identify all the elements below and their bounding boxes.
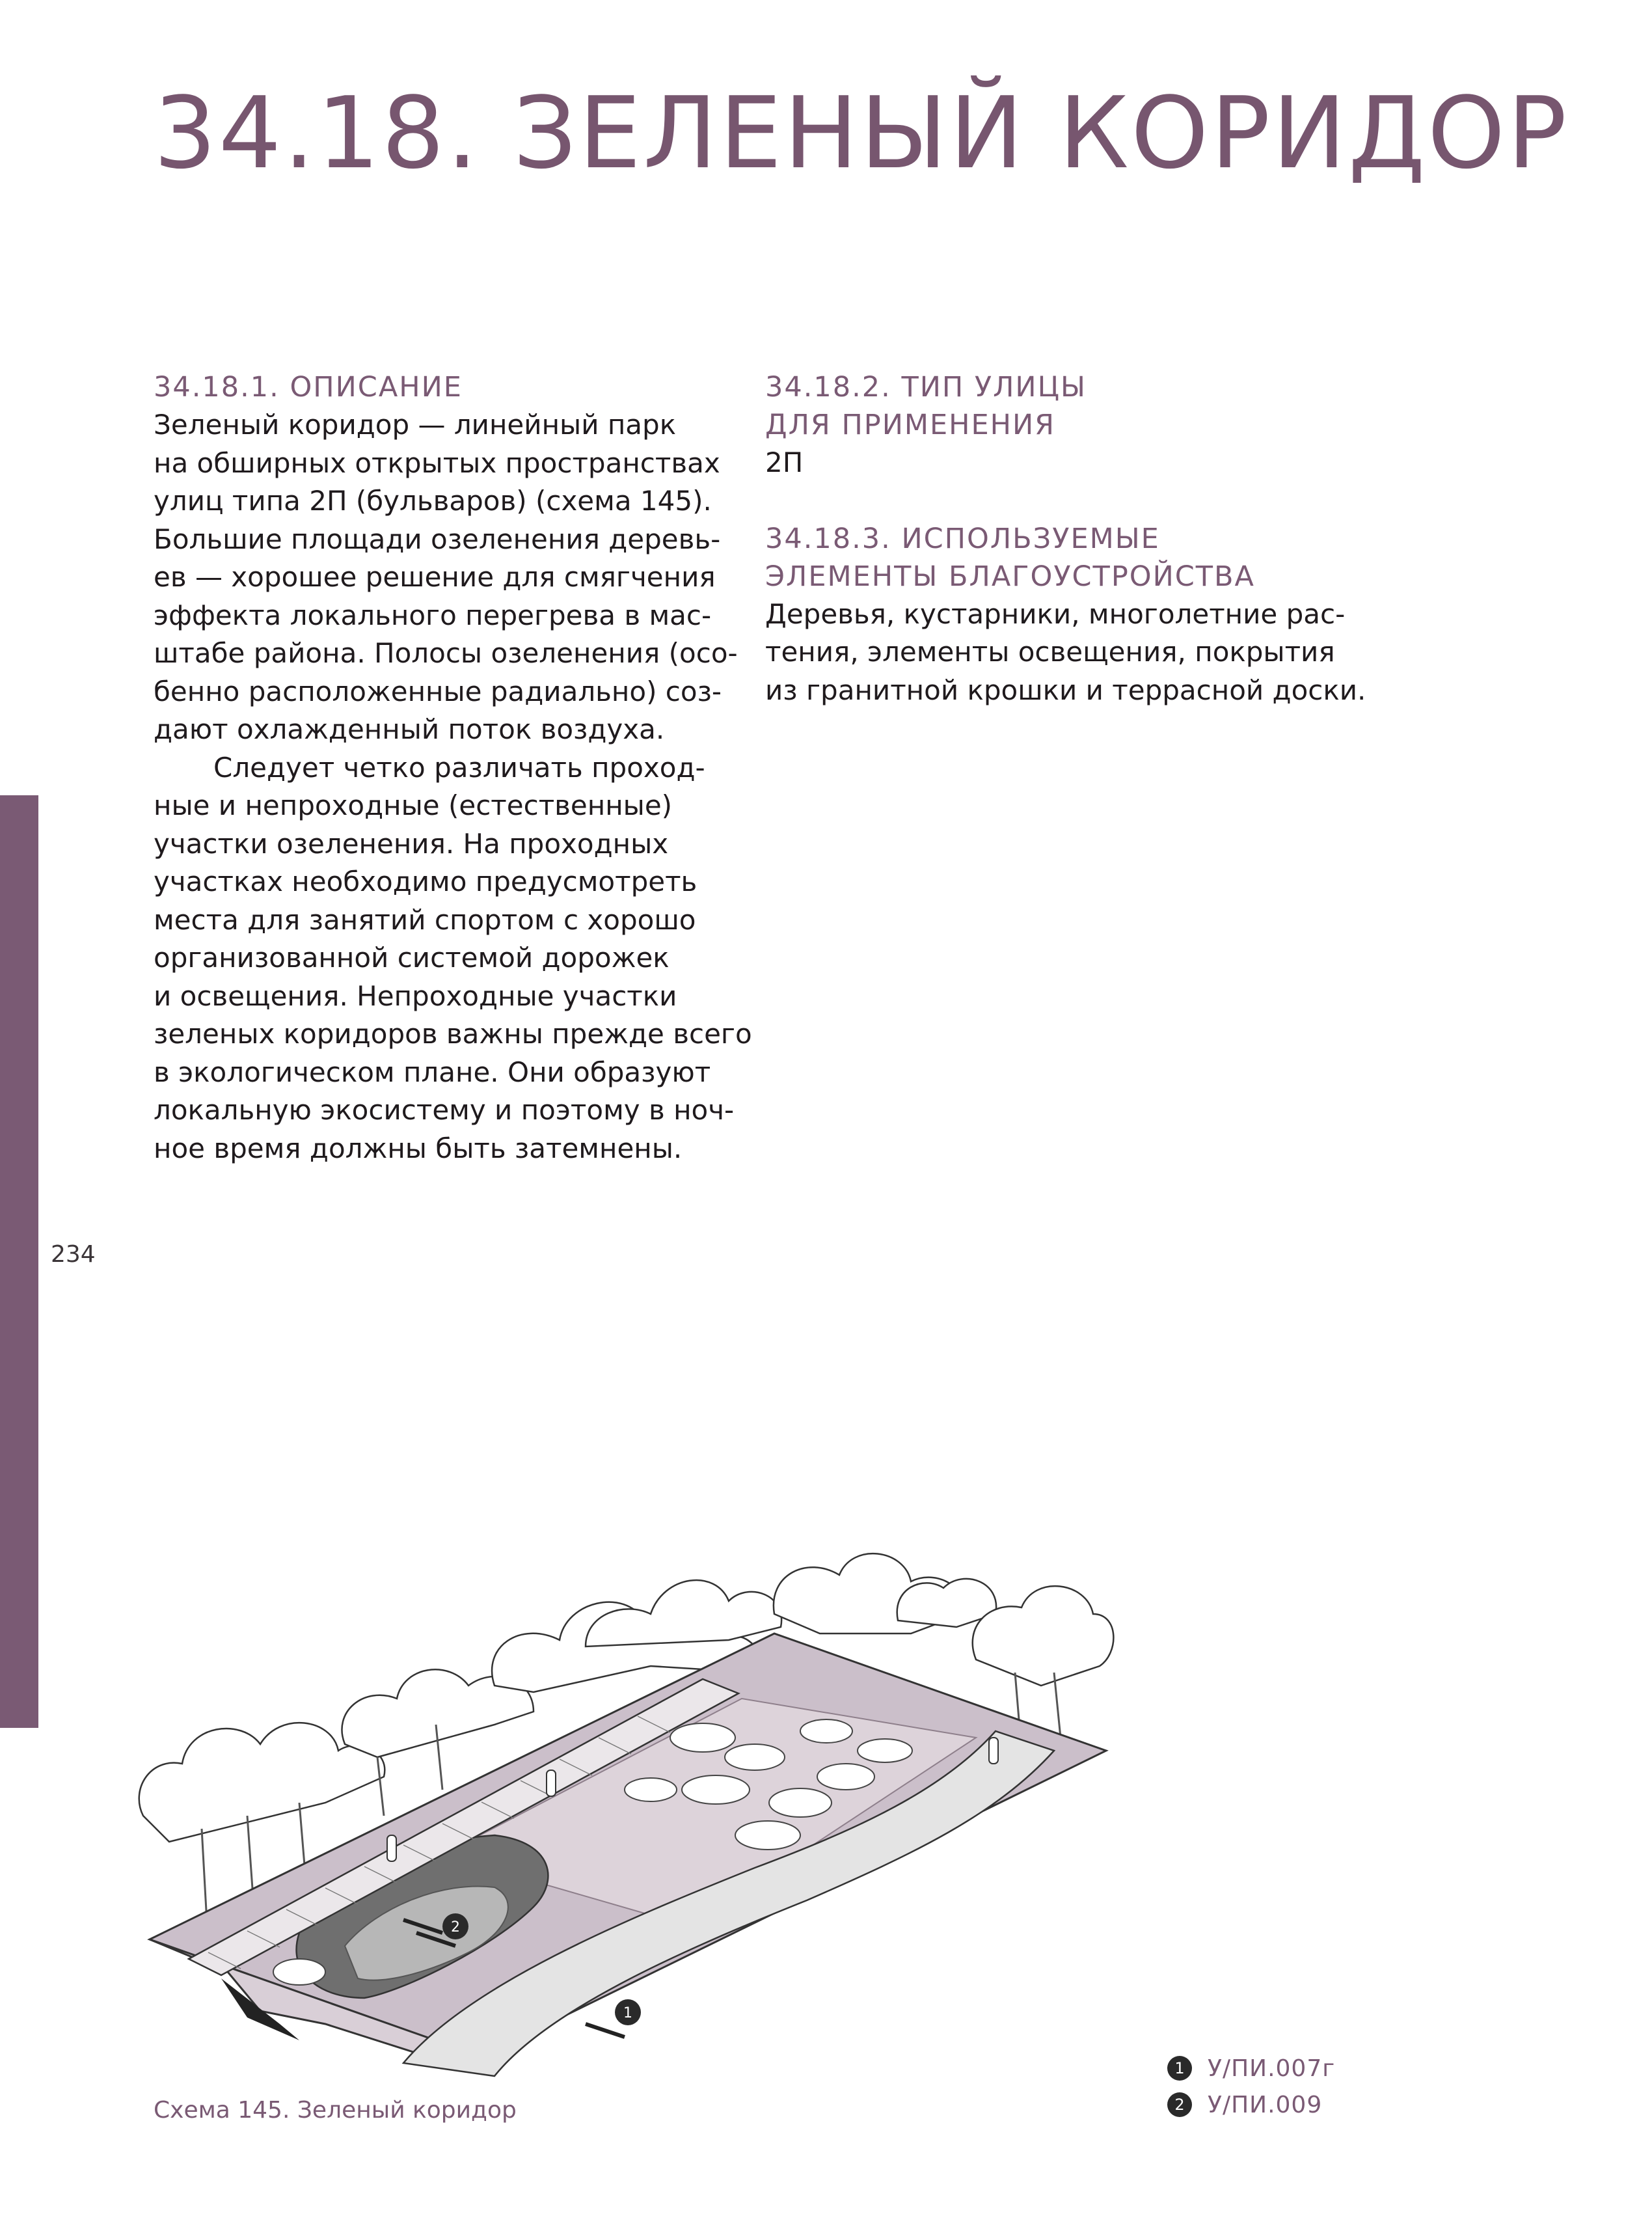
legend-code: У/ПИ.007г [1208, 2055, 1336, 2082]
section-heading: ЭЛЕМЕНТЫ БЛАГОУСТРОЙСТВА [765, 560, 1255, 593]
street-type-value: 2П [765, 446, 804, 478]
section-description [154, 368, 752, 1168]
body-line: Зеленый коридор — линейный парк [154, 409, 677, 441]
marker-2-label: 2 [451, 1919, 460, 1935]
body-line: Следует четко различать проход- [213, 751, 705, 784]
section-heading: 34.18.3. ИСПОЛЬЗУЕМЫЕ [765, 522, 1160, 555]
legend [1167, 2050, 1335, 2123]
marker-1-label: 1 [623, 2005, 632, 2021]
body-line: из гранитной крошки и террасной доски. [765, 674, 1366, 706]
body-line: тения, элементы освещения, покрытия [765, 636, 1335, 668]
body-line: участках необходимо предусмотреть [154, 866, 697, 897]
body-line: на обширных открытых пространствах [154, 446, 720, 479]
legend-number: 1 [1167, 2056, 1192, 2081]
body-line: и освещения. Непроходные участки [154, 979, 677, 1012]
body-line: ные и непроходные (естественные) [154, 789, 673, 821]
body-line: Большие площади озеленения деревь- [154, 523, 721, 555]
marker-1 [586, 1999, 641, 2037]
body-line: места для занятий спортом с хорошо [154, 903, 696, 936]
legend-item [1167, 2086, 1335, 2123]
green-corridor-diagram [130, 1451, 1119, 2102]
body-line: в экологическом плане. Они образуют [154, 1056, 711, 1088]
legend-item [1167, 2050, 1335, 2086]
page-title: 34.18. ЗЕЛЕНЫЙ КОРИДОР [154, 75, 1569, 191]
body-line: ное время должны быть затемнены. [154, 1132, 683, 1164]
body-line: локальную экосистему и поэтому в ноч- [154, 1094, 735, 1126]
body-line: дают охлажденный поток воздуха. [154, 713, 665, 745]
side-accent-bar [0, 795, 38, 1728]
figure-caption: Схема 145. Зеленый коридор [154, 2097, 517, 2124]
section-heading: 34.18.2. ТИП УЛИЦЫ [765, 371, 1087, 403]
section-heading: 34.18.1. ОПИСАНИЕ [154, 371, 463, 403]
body-line: ев — хорошее решение для смягчения [154, 561, 716, 593]
body-line: эффекта локального перегрева в мас- [154, 599, 712, 631]
body-line: организованной системой дорожек [154, 942, 670, 974]
body-line: участки озеленения. На проходных [154, 827, 669, 860]
body-line: штабе района. Полосы озеленения (осо- [154, 637, 738, 669]
body-line: бенно расположенные радиально) соз- [154, 675, 722, 707]
section-heading: ДЛЯ ПРИМЕНЕНИЯ [765, 409, 1056, 441]
body-line: улиц типа 2П (бульваров) (схема 145). [154, 485, 712, 517]
section-gap [765, 482, 1351, 520]
body-line: Деревья, кустарники, многолетние рас- [765, 597, 1346, 630]
body-line: зеленых коридоров важны прежде всего [154, 1018, 752, 1050]
page-number: 234 [51, 1241, 96, 1268]
section-street-type [765, 368, 1366, 709]
legend-number: 2 [1167, 2092, 1192, 2117]
legend-code: У/ПИ.009 [1208, 2091, 1323, 2118]
